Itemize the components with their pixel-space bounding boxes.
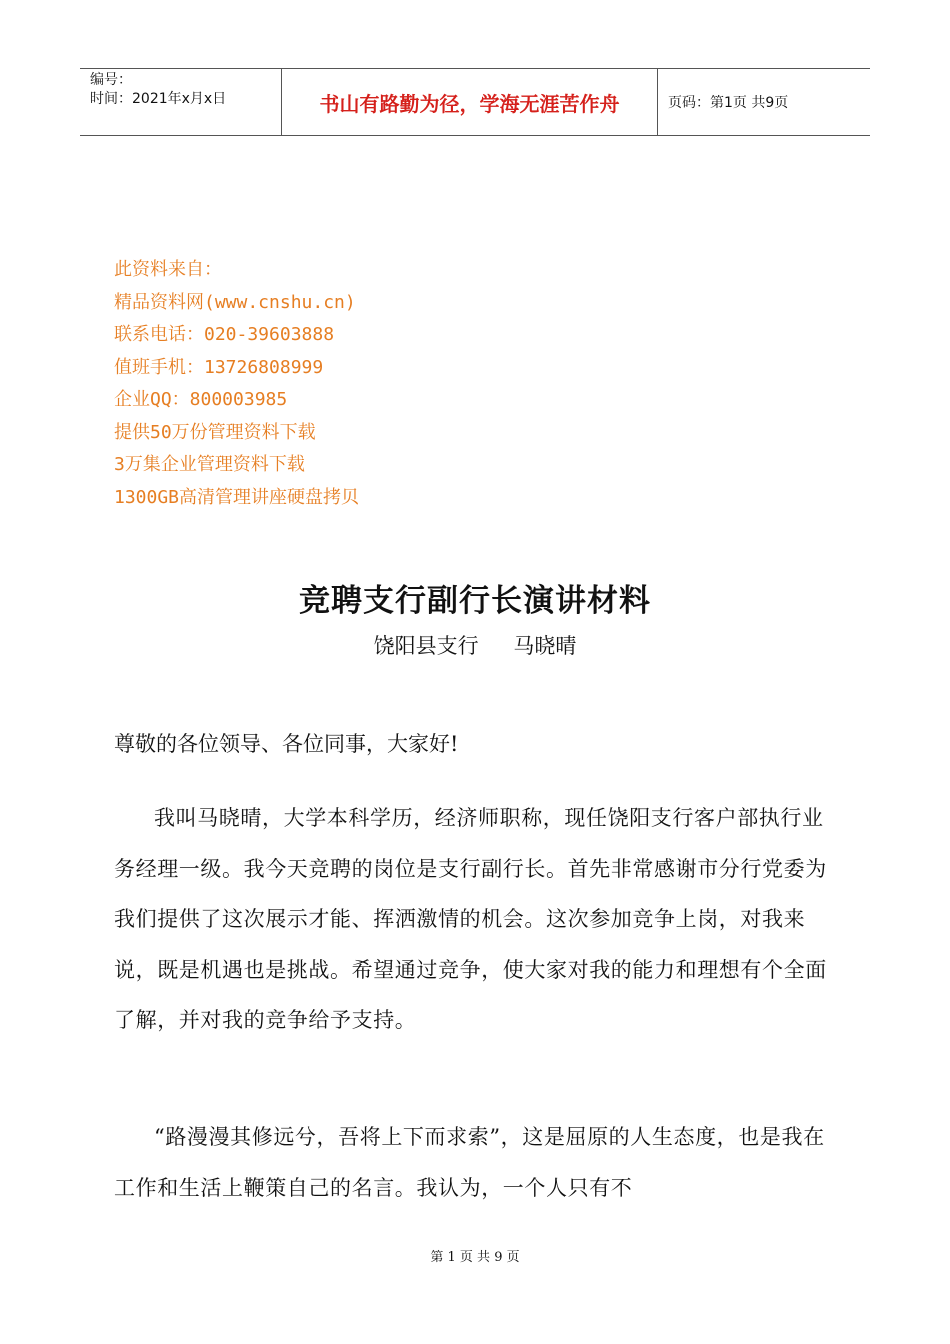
greeting: 尊敬的各位领导、各位同事，大家好! — [114, 732, 459, 756]
header-meta — [80, 69, 282, 135]
time-label: 时间：2021年x月x日 — [90, 91, 227, 107]
body-paragraph: “路漫漫其修远兮，吾将上下而求索”，这是屈原的人生态度，也是我在工作和生活上鞭策自己的名言。我认为，一个人只有不 — [114, 1125, 825, 1200]
body-paragraph: 我叫马晓晴，大学本科学历，经济师职称，现任饶阳支行客户部执行业务经理一级。我今天竞聘的岗位是支行副行长。首先非常感谢市分行党委为我们提供了这次展示才能、挥洒激情的机会。这次参加竞争上岗，对我来说，既是机遇也是挑战。希望通过竞争，使大家对我的能力和理想有个全面了解，并对我的竞争给予支持。 — [114, 806, 827, 1032]
source-line: 3万集企业管理资料下载 — [114, 454, 305, 475]
source-line: 1300GB高清管理讲座硬盘拷贝 — [114, 486, 360, 508]
source-line: 提供50万份管理资料下载 — [114, 421, 316, 443]
source-line: 值班手机：13726808999 — [114, 356, 324, 378]
document-header — [80, 68, 870, 136]
source-line: 此资料来自： — [114, 259, 222, 280]
source-info-block — [114, 254, 359, 514]
page-footer: 第 1 页 共 9 页 — [430, 1250, 520, 1265]
header-motto: 书山有路勤为径，学海无涯苦作舟 — [282, 69, 658, 135]
code-label: 编号： — [90, 72, 132, 88]
document-byline: 饶阳县支行 马晓晴 — [373, 634, 577, 658]
header-page-info: 页码：第1页 共9页 — [668, 95, 789, 111]
source-line: 精品资料网(www.cnshu.cn) — [114, 291, 356, 313]
source-line: 企业QQ：800003985 — [114, 389, 288, 410]
document-title: 竞聘支行副行长演讲材料 — [299, 583, 651, 619]
source-line: 联系电话：020-39603888 — [114, 324, 335, 345]
